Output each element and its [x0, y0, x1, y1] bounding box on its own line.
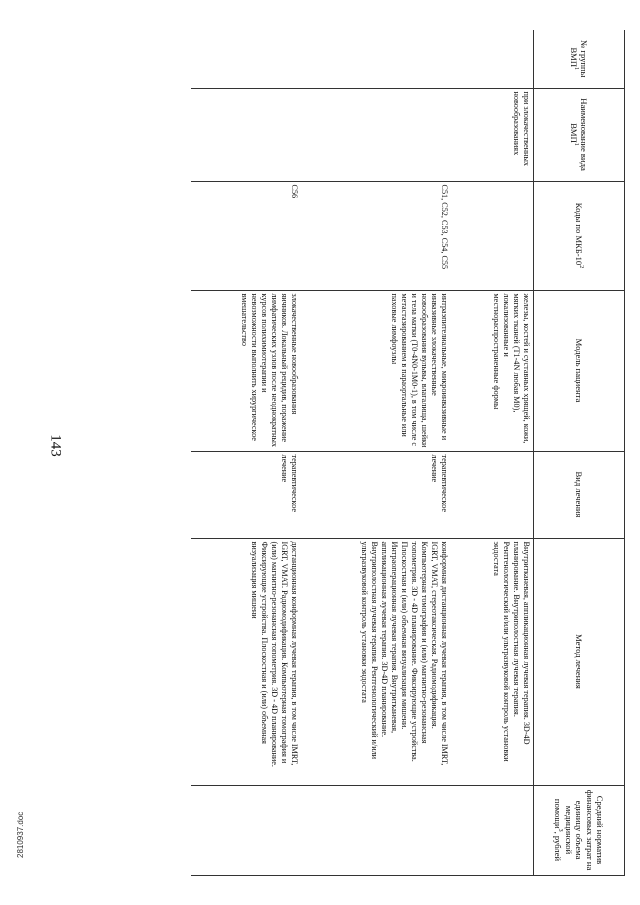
page-number: 143 [47, 434, 64, 457]
cell-patient-model: железы, костей и суставных хрящей, кожи, мягких тканей (T1-4N любая M0), локализованные и местнораспространенные формы [452, 290, 534, 451]
table-row [302, 30, 452, 875]
header-cost-norm: Средний норматив финансовых затрат на единицу объема медицинской помощи$^3$, рублей [534, 785, 625, 875]
cell-treatment-method: Внутритканевая, аппликационная лучевая терапия. 3D-4D планирование. Внутриполостная лучевая терапия. Рентгенологический и/или ультразвуковой контроль установки эндостата [452, 538, 534, 785]
header-treatment-method: Метод лечения [534, 538, 625, 785]
cell-group-no [192, 30, 302, 88]
cell-treatment-method: дистанционная конформная лучевая терапия, в том числе IMRT, IGRT, VMAT. Радиомодификация. Компьютерная томография и (или) магнитно-резонансная топометрия. 3D - 4D планирование. Фиксирующие устройства. Плоскостная и (или) объемная визуализация мишени [192, 538, 302, 785]
cell-treatment-method: конформная дистанционная лучевая терапия, в том числе IMRT, IGRT, VMAT, стереотаксическая. Радиомодификация. Компьютерная томография и (или) магнитно-резонансная топометрия. 3D - 4D планирование. Фиксирующие устройства. Плоскостная и (или) объемная визуализация мишени. Интраоперационная лучевая терапия. Внутритканевая, аппликационная лучевая терапия. 3D-4D планирование. Внутриполостная лучевая терапия. Рентгенологический и/или ультразвуковой контроль установки эндостата [302, 538, 452, 785]
cell-treatment-type: терапевтическое лечение [192, 451, 302, 538]
document-id: 2810937.doc [16, 811, 25, 858]
cell-treatment-type: терапевтическое лечение [302, 451, 452, 538]
cell-icd-codes: C51, C52, C53, C54, C55 [302, 181, 452, 290]
cell-patient-model: интраэпителиальные, микроинвазивные и инвазивные злокачественные новообразования вульвы, влагалища, шейки и тела матки (T0-4N0-1M0-1), в том числе с метастазированием в параортальные или паховые лимфоузлы [302, 290, 452, 451]
cell-icd-codes: C56 [192, 181, 302, 290]
cell-cost-norm [192, 785, 302, 875]
header-patient-model: Модель пациента [534, 290, 625, 451]
cell-patient-model: злокачественные новообразования яичников. Локальный рецидив, поражение лимфатических узлов после неоднократных курсов полихимиотерапии и невозможности выполнить хирургическое вмешательство [192, 290, 302, 451]
cell-cost-norm [452, 785, 534, 875]
vmp-table [192, 30, 626, 876]
cell-icd-codes [452, 181, 534, 290]
table-header-row [534, 30, 625, 875]
header-treatment-type: Вид лечения [534, 451, 625, 538]
cell-group-no [302, 30, 452, 88]
cell-group-no [452, 30, 534, 88]
header-group-no: № группы ВМП$^1$ [534, 30, 625, 88]
header-vmp-name: Наименование вида ВМП$^1$ [534, 88, 625, 181]
cell-treatment-type [452, 451, 534, 538]
table-row [452, 30, 534, 875]
cell-cost-norm [302, 785, 452, 875]
table-row [192, 30, 302, 875]
cell-vmp-name: при злокачественных новообразованиях [452, 88, 534, 181]
cell-vmp-name [302, 88, 452, 181]
header-icd-codes: Коды по МКБ-$10^2$ [534, 181, 625, 290]
rotated-table-container [185, 30, 625, 875]
cell-vmp-name [192, 88, 302, 181]
